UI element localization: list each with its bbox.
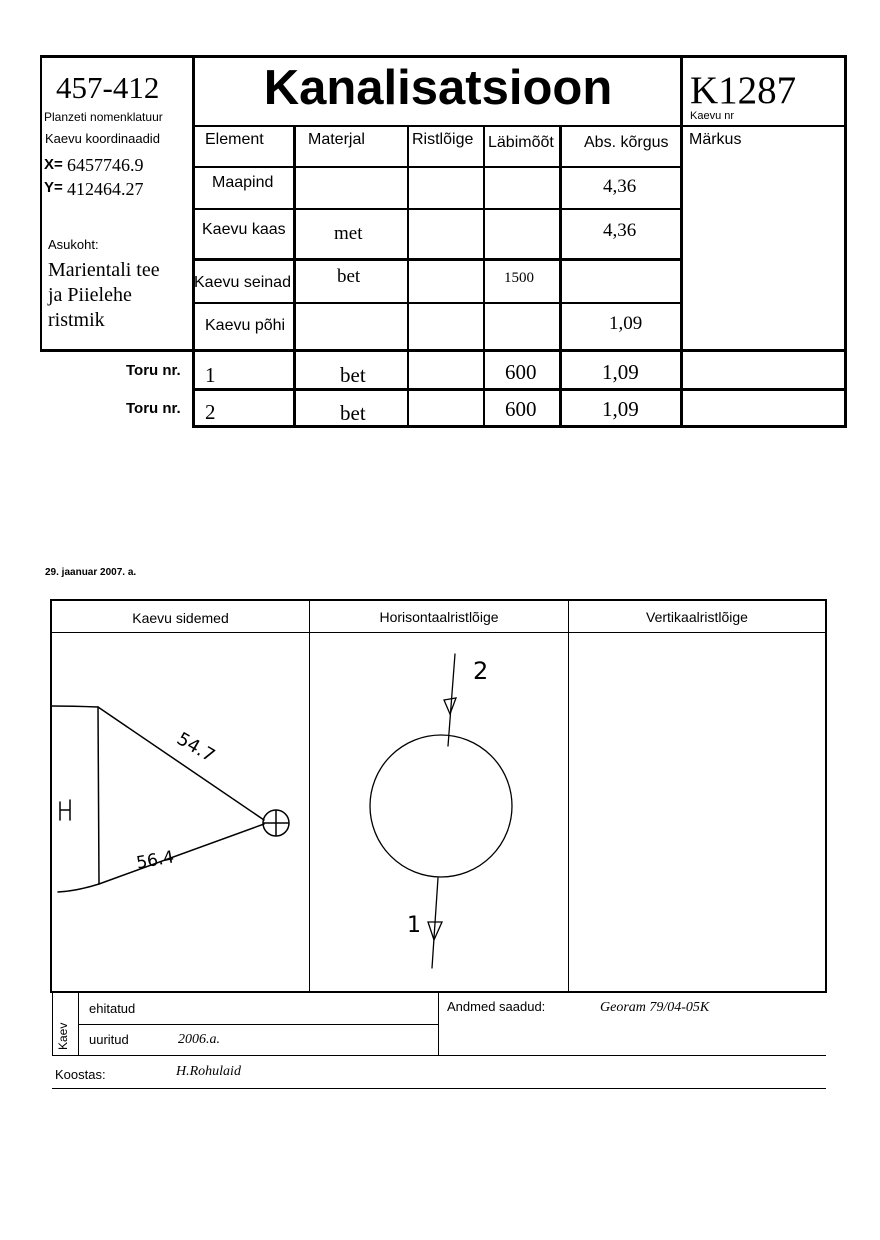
compiled-value: H.Rohulaid xyxy=(176,1064,241,1079)
page-title: Kanalisatsioon xyxy=(263,61,613,115)
nomenclature-label: Planzeti nomenklatuur xyxy=(44,110,163,124)
pipe-label: Toru nr. xyxy=(126,362,181,379)
col-abs-height: Abs. kõrgus xyxy=(584,134,669,151)
source-label: Andmed saadud: xyxy=(447,999,546,1014)
coords-label: Kaevu koordinaadid xyxy=(45,131,160,146)
location-line3: ristmik xyxy=(48,309,105,331)
row-material: met xyxy=(334,223,363,244)
row-element: Maapind xyxy=(212,174,274,191)
coord-y-value: 412464.27 xyxy=(67,179,144,199)
col-vertical-section: Vertikaalristlõige xyxy=(646,609,748,625)
row-material: bet xyxy=(337,266,361,287)
well-side-label: Kaev xyxy=(56,1022,70,1050)
location-line2: ja Piielehe xyxy=(48,284,132,306)
pipe-nr: 2 xyxy=(205,400,216,424)
pipe-material: bet xyxy=(340,401,366,425)
row-abs-height: 4,36 xyxy=(603,220,637,241)
horizontal-section-drawing xyxy=(310,634,568,990)
compiled-label: Koostas: xyxy=(55,1067,106,1082)
surveyed-value: 2006.a. xyxy=(178,1032,220,1047)
pipe-abs-height: 1,09 xyxy=(602,360,639,384)
col-well-ties: Kaevu sidemed xyxy=(132,610,229,626)
pipe-nr: 1 xyxy=(205,363,216,387)
coord-y-label: Y= xyxy=(44,179,63,196)
row-abs-height: 4,36 xyxy=(603,176,637,197)
row-abs-height: 1,09 xyxy=(609,313,643,334)
coord-x-value: 6457746.9 xyxy=(67,155,144,175)
pipe-number-bottom: 1 xyxy=(407,913,421,938)
location-line1: Marientali tee xyxy=(48,259,160,281)
col-cross: Ristlõige xyxy=(412,131,474,148)
tie-distance-bottom: 56.4 xyxy=(134,847,176,874)
well-number-label: Kaevu nr xyxy=(690,110,735,122)
pipe-2-line xyxy=(448,654,455,746)
row-diameter: 1500 xyxy=(504,270,534,286)
built-label: ehitatud xyxy=(89,1001,136,1016)
col-material: Materjal xyxy=(308,131,365,148)
well-number: K1287 xyxy=(690,69,797,112)
row-element: Kaevu kaas xyxy=(202,221,286,238)
row-element: Kaevu põhi xyxy=(205,317,286,334)
tie-distance-top: 54.7 xyxy=(173,728,219,767)
surveyed-label: uuritud xyxy=(89,1032,129,1047)
pipe-diameter: 600 xyxy=(505,397,537,421)
well-ties-drawing xyxy=(52,634,309,990)
col-horizontal-section: Horisontaalristlõige xyxy=(379,609,499,625)
location-label: Asukoht: xyxy=(48,237,99,252)
pipe-number-top: 2 xyxy=(473,657,489,685)
pipe-diameter: 600 xyxy=(505,360,537,384)
coord-x-label: X= xyxy=(44,156,63,173)
pipe-1-line xyxy=(432,878,438,968)
source-value: Georam 79/04-05K xyxy=(600,1000,710,1015)
col-diameter: Läbimõõt xyxy=(488,134,554,151)
col-element: Element xyxy=(205,131,264,148)
col-remark: Märkus xyxy=(689,131,742,148)
document-date: 29. jaanuar 2007. a. xyxy=(45,567,137,578)
row-element: Kaevu seinad xyxy=(194,274,291,291)
pipe-abs-height: 1,09 xyxy=(602,397,639,421)
nomenclature-value: 457-412 xyxy=(56,70,160,105)
manhole-circle xyxy=(370,735,512,877)
pipe-material: bet xyxy=(340,363,366,387)
pipe-label: Toru nr. xyxy=(126,400,181,417)
